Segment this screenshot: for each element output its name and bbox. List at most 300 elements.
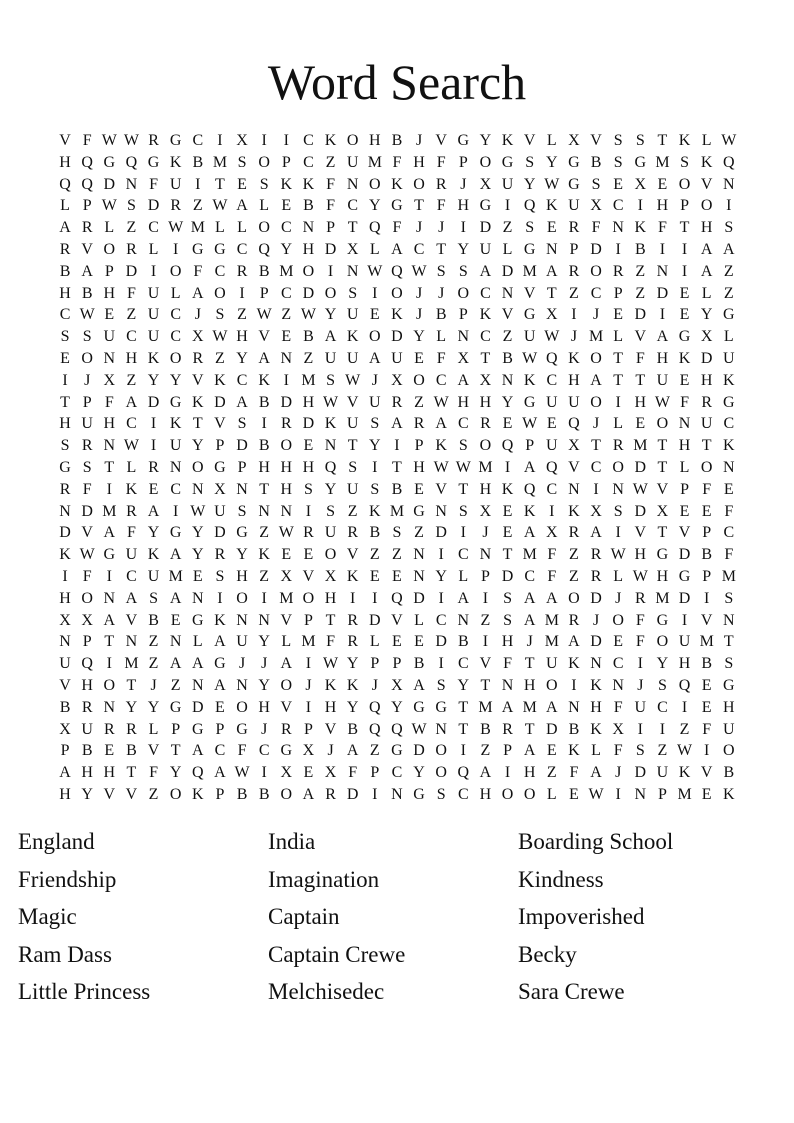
word-list-item: Little Princess	[18, 979, 151, 1004]
grid-letter: O	[192, 458, 204, 476]
grid-letter: W	[123, 437, 139, 455]
grid-letter: S	[237, 502, 247, 520]
grid-letter: S	[348, 284, 358, 302]
grid-letter: Y	[391, 698, 403, 716]
grid-letter: D	[634, 502, 647, 520]
grid-letter: G	[413, 785, 425, 803]
grid-letter: T	[170, 742, 181, 760]
grid-letter: X	[280, 567, 293, 585]
grid-letter: H	[103, 764, 116, 782]
grid-letter: U	[678, 633, 691, 651]
grid-letter: G	[568, 175, 580, 193]
grid-letter: B	[258, 785, 270, 803]
grid-letter: L	[502, 240, 513, 258]
grid-letter: V	[391, 611, 403, 629]
grid-letter: I	[283, 371, 289, 389]
grid-letter: C	[303, 132, 314, 149]
grid-letter: F	[436, 349, 446, 367]
word-list	[18, 823, 778, 1011]
grid-letter: A	[700, 262, 713, 280]
grid-letter: G	[723, 306, 735, 324]
grid-letter: B	[81, 742, 93, 760]
grid-letter: D	[214, 393, 226, 411]
grid-letter: Q	[81, 655, 93, 673]
grid-letter: F	[635, 349, 645, 367]
grid-letter: S	[613, 132, 623, 149]
grid-letter: M	[102, 502, 117, 520]
grid-letter: G	[192, 611, 204, 629]
grid-letter: Y	[369, 197, 381, 215]
grid-letter: A	[214, 764, 226, 782]
grid-letter: W	[455, 458, 471, 476]
grid-letter: Q	[369, 720, 381, 738]
grid-letter: S	[525, 153, 535, 171]
grid-letter: K	[678, 132, 691, 149]
grid-letter: E	[723, 480, 734, 498]
grid-letter: A	[590, 764, 602, 782]
grid-letter: H	[523, 676, 536, 694]
grid-letter: E	[303, 546, 314, 564]
grid-letter: C	[612, 197, 624, 215]
grid-letter: A	[192, 655, 204, 673]
grid-letter: N	[612, 676, 624, 694]
grid-letter: J	[415, 284, 423, 302]
grid-letter: O	[236, 698, 248, 716]
grid-letter: D	[302, 415, 315, 433]
grid-letter: S	[126, 197, 136, 215]
grid-letter: U	[634, 698, 647, 716]
grid-letter: J	[460, 175, 467, 193]
grid-letter: Y	[546, 153, 558, 171]
grid-letter: J	[615, 589, 622, 607]
grid-letter: D	[147, 197, 160, 215]
grid-letter: H	[634, 393, 647, 411]
grid-letter: A	[523, 458, 536, 476]
grid-letter: I	[150, 437, 157, 455]
grid-letter: G	[568, 153, 580, 171]
grid-letter: D	[324, 240, 337, 258]
grid-letter: R	[634, 589, 646, 607]
grid-letter: T	[635, 371, 646, 389]
grid-letter: S	[458, 437, 468, 455]
grid-letter: N	[435, 720, 447, 738]
grid-letter: Z	[192, 197, 203, 215]
grid-letter: O	[435, 764, 447, 782]
grid-letter: N	[501, 676, 514, 694]
grid-letter: R	[347, 524, 359, 542]
grid-letter: R	[347, 611, 359, 629]
grid-letter: Z	[237, 306, 247, 324]
grid-letter: U	[214, 502, 226, 520]
grid-letter: G	[59, 458, 71, 476]
grid-letter: E	[414, 633, 424, 651]
grid-letter: T	[392, 458, 402, 476]
grid-letter: T	[613, 349, 624, 367]
grid-letter: S	[436, 785, 446, 803]
grid-letter: S	[370, 480, 380, 498]
grid-letter: K	[280, 175, 293, 193]
grid-letter: O	[413, 175, 425, 193]
grid-letter: D	[346, 785, 359, 803]
grid-letter: C	[413, 240, 425, 258]
grid-letter: I	[62, 371, 68, 389]
grid-letter: M	[279, 589, 294, 607]
grid-letter: D	[634, 458, 647, 476]
grid-letter: H	[369, 132, 381, 149]
grid-letter: F	[237, 742, 247, 760]
grid-letter: I	[438, 655, 444, 673]
grid-letter: I	[372, 284, 378, 302]
grid-letter: F	[104, 393, 114, 411]
grid-letter: T	[524, 655, 535, 673]
grid-letter: V	[59, 676, 71, 694]
grid-letter: Q	[258, 240, 270, 258]
grid-letter: F	[436, 153, 446, 171]
grid-letter: X	[81, 611, 93, 629]
grid-letter: K	[169, 153, 182, 171]
grid-letter: L	[436, 328, 447, 346]
grid-letter: Z	[480, 742, 491, 760]
grid-letter: W	[677, 742, 693, 760]
grid-letter: H	[103, 284, 116, 302]
grid-letter: E	[192, 567, 203, 585]
grid-letter: V	[103, 785, 116, 803]
grid-letter: T	[458, 720, 469, 738]
word-list-item: Boarding School	[518, 829, 674, 854]
grid-letter: H	[700, 371, 713, 389]
grid-letter: P	[370, 655, 380, 673]
grid-letter: K	[700, 153, 713, 171]
grid-letter: R	[126, 720, 137, 738]
grid-letter: T	[347, 219, 358, 237]
grid-letter: A	[523, 611, 536, 629]
grid-letter: U	[369, 393, 381, 411]
grid-letter: F	[149, 175, 159, 193]
grid-letter: J	[592, 306, 600, 324]
grid-letter: G	[236, 524, 248, 542]
grid-letter: H	[236, 567, 248, 585]
grid-letter: V	[125, 611, 138, 629]
grid-letter: C	[126, 328, 137, 346]
grid-letter: T	[60, 393, 70, 411]
grid-letter: O	[678, 175, 691, 193]
word-list-item: Sara Crewe	[518, 979, 625, 1004]
grid-letter: D	[413, 742, 425, 760]
grid-letter: M	[367, 153, 382, 171]
grid-letter: Y	[169, 764, 182, 782]
grid-letter: H	[59, 284, 71, 302]
grid-letter: S	[635, 742, 645, 760]
grid-letter: J	[371, 676, 378, 694]
grid-letter: T	[657, 132, 668, 149]
grid-letter: Z	[148, 655, 159, 673]
grid-letter: P	[104, 262, 114, 280]
grid-letter: T	[215, 175, 225, 193]
grid-letter: I	[704, 742, 710, 760]
grid-letter: D	[391, 328, 403, 346]
grid-letter: H	[302, 458, 315, 476]
grid-letter: R	[280, 415, 292, 433]
grid-letter: I	[173, 502, 179, 520]
grid-letter: V	[324, 720, 337, 738]
grid-letter: Z	[369, 546, 380, 564]
grid-letter: C	[546, 480, 558, 498]
grid-letter: M	[588, 328, 604, 346]
grid-letter: I	[681, 262, 688, 280]
word-list-item: Captain Crewe	[268, 941, 406, 967]
grid-letter: F	[702, 480, 712, 498]
grid-letter: T	[480, 676, 491, 694]
grid-letter: Q	[546, 349, 558, 367]
grid-letter: X	[590, 502, 602, 520]
grid-letter: E	[569, 785, 579, 803]
grid-letter: Y	[523, 175, 536, 193]
grid-letter: R	[192, 349, 204, 367]
grid-letter: G	[214, 458, 226, 476]
grid-letter: V	[590, 132, 602, 149]
grid-letter: Z	[347, 502, 358, 520]
grid-letter: E	[546, 219, 557, 237]
grid-letter: L	[613, 415, 624, 433]
grid-letter: S	[392, 524, 402, 542]
grid-letter: N	[280, 349, 293, 367]
grid-letter: U	[568, 197, 580, 215]
grid-letter: A	[369, 349, 381, 367]
grid-letter: B	[457, 633, 469, 651]
grid-letter: E	[613, 633, 624, 651]
grid-letter: E	[392, 633, 402, 651]
grid-letter: M	[212, 153, 228, 171]
grid-letter: Z	[635, 284, 646, 302]
grid-letter: A	[236, 393, 248, 411]
grid-letter: Z	[635, 262, 646, 280]
grid-letter: H	[656, 567, 669, 585]
grid-letter: M	[633, 437, 648, 455]
grid-letter: H	[678, 655, 691, 673]
grid-letter: B	[59, 262, 71, 280]
grid-letter: Y	[81, 785, 93, 803]
grid-letter: I	[704, 589, 710, 607]
grid-letter: A	[103, 524, 116, 542]
grid-letter: U	[656, 764, 669, 782]
grid-letter: P	[458, 306, 468, 324]
grid-letter: R	[81, 219, 93, 237]
grid-letter: N	[435, 502, 447, 520]
grid-row	[54, 719, 740, 741]
grid-letter: D	[678, 546, 691, 564]
grid-letter: P	[680, 480, 690, 498]
grid-letter: I	[261, 132, 267, 149]
grid-letter: P	[392, 655, 402, 673]
grid-row	[54, 152, 740, 174]
grid-letter: X	[192, 328, 204, 346]
grid-letter: A	[546, 262, 558, 280]
grid-letter: Y	[192, 546, 204, 564]
grid-letter: O	[723, 742, 735, 760]
grid-letter: H	[568, 371, 580, 389]
grid-letter: Y	[236, 349, 248, 367]
grid-letter: M	[168, 567, 183, 585]
grid-letter: S	[326, 371, 336, 389]
grid-letter: M	[124, 655, 139, 673]
grid-letter: R	[280, 720, 292, 738]
grid-letter: Z	[502, 328, 513, 346]
grid-row	[54, 435, 740, 457]
grid-letter: M	[190, 219, 205, 237]
grid-letter: W	[654, 393, 670, 411]
grid-letter: R	[103, 720, 115, 738]
grid-letter: O	[324, 284, 337, 302]
grid-letter: K	[501, 480, 514, 498]
grid-letter: I	[549, 502, 555, 520]
grid-letter: C	[170, 306, 182, 324]
grid-letter: U	[568, 393, 580, 411]
grid-letter: L	[546, 785, 557, 803]
grid-letter: K	[590, 676, 602, 694]
grid-letter: E	[546, 415, 557, 433]
grid-letter: T	[480, 349, 491, 367]
grid-letter: G	[169, 393, 182, 411]
grid-letter: K	[568, 502, 580, 520]
grid-letter: E	[215, 698, 225, 716]
grid-letter: Y	[169, 371, 182, 389]
grid-letter: S	[458, 262, 468, 280]
grid-letter: W	[433, 393, 449, 411]
grid-letter: C	[435, 371, 447, 389]
grid-letter: J	[371, 371, 378, 389]
grid-letter: E	[546, 742, 557, 760]
grid-letter: Z	[148, 785, 159, 803]
grid-letter: V	[214, 415, 226, 433]
grid-letter: U	[125, 546, 138, 564]
grid-letter: Z	[126, 306, 137, 324]
grid-letter: B	[723, 764, 735, 782]
grid-letter: N	[723, 611, 735, 629]
grid-letter: N	[457, 611, 470, 629]
grid-letter: V	[125, 785, 138, 803]
grid-letter: Z	[215, 349, 225, 367]
grid-letter: M	[522, 546, 537, 564]
grid-letter: E	[679, 284, 690, 302]
grid-letter: W	[79, 546, 95, 564]
grid-letter: D	[700, 349, 713, 367]
grid-letter: H	[81, 676, 93, 694]
grid-letter: G	[656, 546, 669, 564]
grid-letter: D	[634, 306, 647, 324]
grid-row	[54, 762, 740, 784]
grid-letter: F	[326, 633, 336, 651]
grid-letter: U	[346, 306, 359, 324]
grid-letter: T	[657, 524, 668, 542]
grid-letter: Y	[656, 655, 669, 673]
grid-letter: S	[60, 328, 70, 346]
grid-letter: E	[701, 676, 712, 694]
grid-letter: C	[303, 153, 314, 171]
grid-letter: F	[657, 219, 667, 237]
grid-letter: B	[59, 698, 71, 716]
grid-letter: T	[347, 437, 358, 455]
grid-letter: U	[346, 415, 359, 433]
grid-letter: G	[678, 567, 691, 585]
grid-letter: K	[346, 567, 359, 585]
grid-letter: B	[192, 153, 204, 171]
grid-letter: I	[261, 764, 267, 782]
grid-letter: J	[305, 676, 312, 694]
grid-letter: F	[348, 764, 358, 782]
grid-letter: J	[526, 633, 533, 651]
grid-letter: W	[101, 197, 117, 215]
grid-letter: O	[369, 175, 381, 193]
grid-letter: Z	[170, 676, 181, 694]
grid-letter: H	[634, 546, 647, 564]
word-column	[268, 823, 518, 1011]
grid-letter: Z	[414, 524, 424, 542]
grid-letter: R	[148, 132, 159, 149]
grid-letter: H	[501, 633, 514, 651]
grid-letter: O	[700, 458, 713, 476]
grid-letter: I	[659, 240, 666, 258]
grid-letter: V	[523, 284, 536, 302]
grid-letter: H	[413, 458, 425, 476]
grid-letter: J	[570, 328, 578, 346]
grid-letter: D	[435, 524, 447, 542]
grid-letter: Z	[148, 633, 159, 651]
grid-letter: O	[302, 262, 315, 280]
grid-letter: G	[413, 698, 425, 716]
grid-letter: H	[479, 393, 492, 411]
grid-letter: H	[258, 458, 270, 476]
grid-letter: Y	[457, 240, 470, 258]
grid-letter: T	[458, 698, 469, 716]
grid-letter: N	[568, 698, 580, 716]
grid-letter: N	[479, 546, 492, 564]
grid-letter: S	[303, 480, 313, 498]
grid-letter: V	[700, 764, 713, 782]
grid-letter: D	[147, 393, 160, 411]
grid-letter: S	[215, 306, 225, 324]
grid-letter: A	[125, 393, 138, 411]
grid-row	[54, 217, 740, 239]
grid-letter: O	[435, 742, 447, 760]
grid-letter: J	[261, 720, 268, 738]
grid-letter: S	[525, 219, 535, 237]
grid-letter: U	[501, 175, 514, 193]
grid-letter: U	[147, 328, 160, 346]
grid-letter: R	[502, 720, 513, 738]
grid-letter: K	[369, 502, 381, 520]
grid-letter: S	[591, 175, 601, 193]
grid-letter: J	[415, 306, 423, 324]
grid-letter: Z	[126, 219, 137, 237]
grid-letter: W	[300, 306, 316, 324]
grid-letter: I	[261, 589, 267, 607]
grid-letter: M	[699, 633, 714, 651]
grid-letter: Y	[700, 306, 713, 324]
grid-letter: P	[303, 611, 313, 629]
grid-letter: H	[302, 393, 315, 411]
grid-letter: H	[324, 589, 337, 607]
grid-letter: L	[281, 633, 292, 651]
grid-letter: E	[369, 567, 380, 585]
grid-letter: J	[615, 764, 622, 782]
grid-letter: H	[656, 349, 669, 367]
grid-letter: D	[280, 393, 293, 411]
grid-letter: I	[615, 524, 621, 542]
grid-letter: P	[82, 197, 92, 215]
grid-letter: A	[59, 219, 71, 237]
grid-letter: R	[590, 546, 602, 564]
grid-letter: N	[590, 655, 602, 673]
